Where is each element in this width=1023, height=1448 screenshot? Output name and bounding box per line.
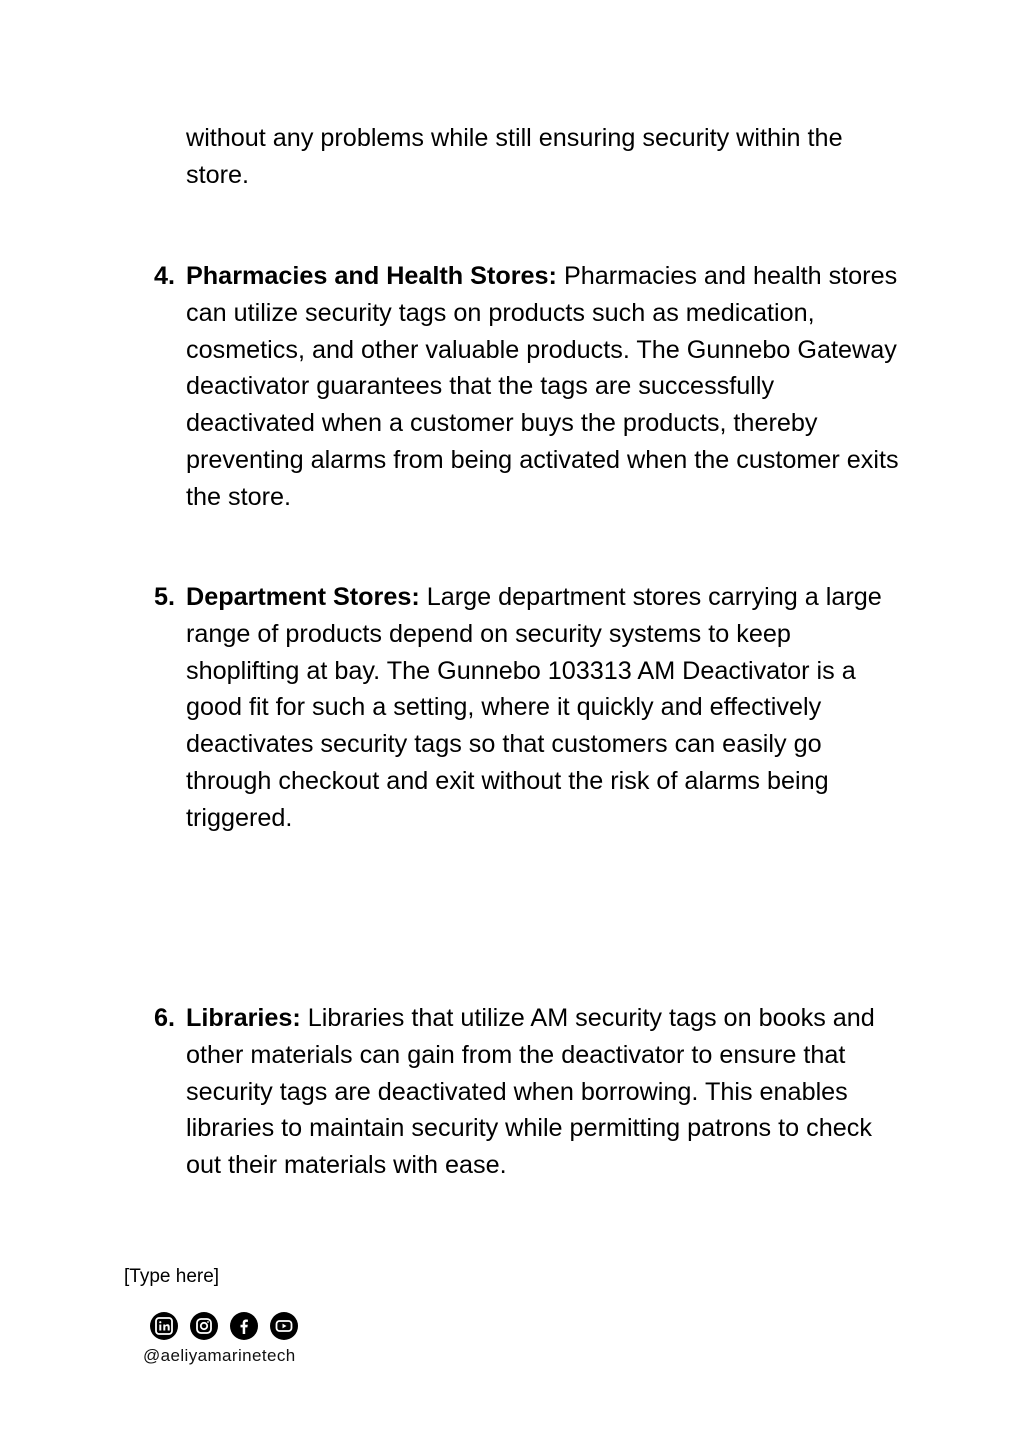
list-number: 6. [154,1004,176,1032]
list-body: Large department stores carrying a large range of products depend on security systems to keep shoplifting at bay. The Gunnebo 103313 AM Deactivator is a good fit for such a setting, where it quickly and effectively deactivates security tags so that customers can easily go through checkout and exit without the risk of alarms being triggered. [186,583,882,832]
youtube-icon[interactable] [270,1312,298,1340]
list-body: Pharmacies and health stores can utilize security tags on products such as medication, cosmetics, and other valuable products. The Gunnebo Gateway deactivator guarantees that the tags are successfully deactivated when a customer buys the products, thereby preventing alarms from being activated when the customer exits the store. [186,262,899,511]
social-links [150,1312,298,1340]
list-item-department-stores [154,579,906,837]
list-heading: Department Stores: [186,583,420,611]
facebook-icon[interactable] [230,1312,258,1340]
list-body: Libraries that utilize AM security tags on books and other materials can gain from the deactivator to ensure that security tags are deactivated when borrowing. This enables libraries to maintain security while permitting patrons to check out their materials with ease. [186,1004,875,1180]
intro-paragraph: without any problems while still ensuring security within the store. [186,124,843,189]
social-handle: @aeliyamarinetech [143,1346,296,1365]
footer-placeholder: [Type here] [124,1266,220,1287]
list-heading: Libraries: [186,1004,301,1032]
list-item-libraries [154,1000,906,1184]
list-number: 4. [154,262,176,290]
instagram-icon[interactable] [190,1312,218,1340]
list-number: 5. [154,583,176,611]
list-heading: Pharmacies and Health Stores: [186,262,557,290]
linkedin-icon[interactable] [150,1312,178,1340]
list-item-pharmacies [154,258,906,516]
